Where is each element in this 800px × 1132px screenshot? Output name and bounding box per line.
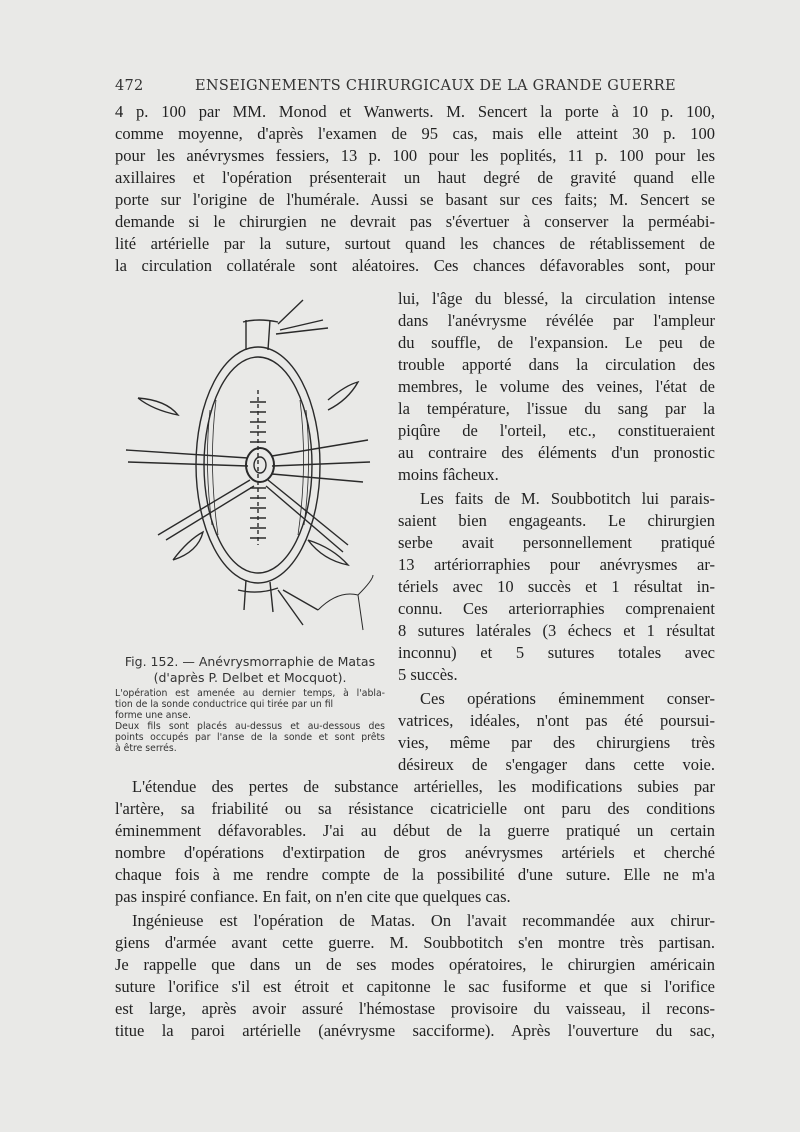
column-line: vies, même par des chirurgiens très xyxy=(398,733,715,752)
body-line: suture l'orifice s'il est étroit et capitonne le sac fusiforme et que si l'orifice xyxy=(115,977,715,996)
body-line: nombre d'opérations d'extirpation de gros anévrysmes artériels et cherché xyxy=(115,843,715,862)
column-line: lui, l'âge du blessé, la circulation intense xyxy=(398,289,715,308)
body-line: demande si le chirurgien ne devrait pas s'évertuer à conserver la perméabi- xyxy=(115,212,715,231)
body-line: porte sur l'origine de l'humérale. Aussi se basant sur ces faits; M. Sencert se xyxy=(115,190,715,209)
body-line: la circulation collatérale sont aléatoires. Ces chances défavorables sont, pour xyxy=(115,256,715,275)
body-line: chaque fois à me rendre compte de la possibilité d'une suture. Elle ne m'a xyxy=(115,865,715,884)
figure-note-line: L'opération est amenée au dernier temps, à l'abla- xyxy=(115,688,385,699)
column-line: inconnu) et 5 sutures totales avec xyxy=(398,643,715,662)
body-line: Ingénieuse est l'opération de Matas. On l'avait recommandée aux chirur- xyxy=(132,911,715,930)
column-line: dans l'anévrysme révélée par l'ampleur xyxy=(398,311,715,330)
figure-note-line: Deux fils sont placés au-dessus et au-dessous des xyxy=(115,721,385,732)
running-title: ENSEIGNEMENTS CHIRURGICAUX DE LA GRANDE GUERRE xyxy=(195,78,676,94)
figure-note-line: points occupés par l'anse de la sonde et sont prêts xyxy=(115,732,385,743)
body-line: axillaires et l'opération présenterait un haut degré de gravité quand elle xyxy=(115,168,715,187)
figure-note-line: tion de la sonde conductrice qui tirée par un fil xyxy=(115,699,334,710)
body-line: comme moyenne, d'après l'examen de 95 cas, mais elle atteint 30 p. 100 xyxy=(115,124,715,143)
aneurysm-illustration xyxy=(118,290,388,652)
figure-caption-title: Fig. 152. — Anévrysmorraphie de Matas xyxy=(124,654,376,669)
figure-caption-source: (d'après P. Delbet et Mocquot). xyxy=(153,670,347,685)
body-line: titue la paroi artérielle (anévrysme sacciforme). Après l'ouverture du sac, xyxy=(115,1021,715,1040)
body-line: lité artérielle par la suture, surtout quand les chances de rétablissement de xyxy=(115,234,715,253)
column-line: Les faits de M. Soubbotitch lui parais- xyxy=(420,489,715,508)
column-line: vatrices, idéales, n'ont pas été poursui- xyxy=(398,711,715,730)
column-line: au contraire des éléments d'un pronostic xyxy=(398,443,715,462)
body-line: est large, après avoir assuré l'hémostase provisoire du vaisseau, il recons- xyxy=(115,999,715,1018)
column-line: moins fâcheux. xyxy=(398,465,499,484)
column-line: membres, le volume des veines, l'état de xyxy=(398,377,715,396)
column-line: Ces opérations éminemment conser- xyxy=(420,689,715,708)
body-line: giens d'armée avant cette guerre. M. Soubbotitch s'en montre très partisan. xyxy=(115,933,715,952)
body-line: pas inspiré confiance. En fait, on n'en cite que quelques cas. xyxy=(115,887,511,906)
column-line: 5 succès. xyxy=(398,665,458,684)
body-line: pour les anévrysmes fessiers, 13 p. 100 pour les poplités, 11 p. 100 pour les xyxy=(115,146,715,165)
column-line: désireux de s'engager dans cette voie. xyxy=(398,755,715,774)
column-line: connu. Ces arteriorraphies comprenaient xyxy=(398,599,715,618)
column-line: la température, l'issue du sang par la xyxy=(398,399,715,418)
figure-note-line: forme une anse. xyxy=(115,710,191,721)
body-line: L'étendue des pertes de substance artérielles, les modifications subies par xyxy=(132,777,715,796)
column-line: 8 sutures latérales (3 échecs et 1 résultat xyxy=(398,621,715,640)
column-line: du souffle, de l'expansion. Le peu de xyxy=(398,333,715,352)
body-line: l'artère, sa friabilité ou sa résistance cicatricielle ont paru des conditions xyxy=(115,799,715,818)
column-line: 13 artériorraphies pour anévrysmes ar- xyxy=(398,555,715,574)
page-number: 472 xyxy=(115,78,144,94)
body-line: éminemment défavorables. J'ai au début de la guerre pratiqué un certain xyxy=(115,821,715,840)
column-line: trouble apporté dans la circulation des xyxy=(398,355,715,374)
body-line: 4 p. 100 par MM. Monod et Wanwerts. M. Sencert la porte à 10 p. 100, xyxy=(115,102,715,121)
figure-note-line: à être serrés. xyxy=(115,743,177,754)
running-header xyxy=(115,78,715,98)
body-line: Je rappelle que dans un de ses modes opératoires, le chirurgien américain xyxy=(115,955,715,974)
column-line: serbe avait personnellement pratiqué xyxy=(398,533,715,552)
column-line: tériels avec 10 succès et 1 résultat in- xyxy=(398,577,715,596)
aneurysmorrhaphy-drawing xyxy=(118,290,388,652)
column-line: saient bien engageants. Le chirurgien xyxy=(398,511,715,530)
column-line: piqûre de l'orteil, etc., constitueraient xyxy=(398,421,715,440)
